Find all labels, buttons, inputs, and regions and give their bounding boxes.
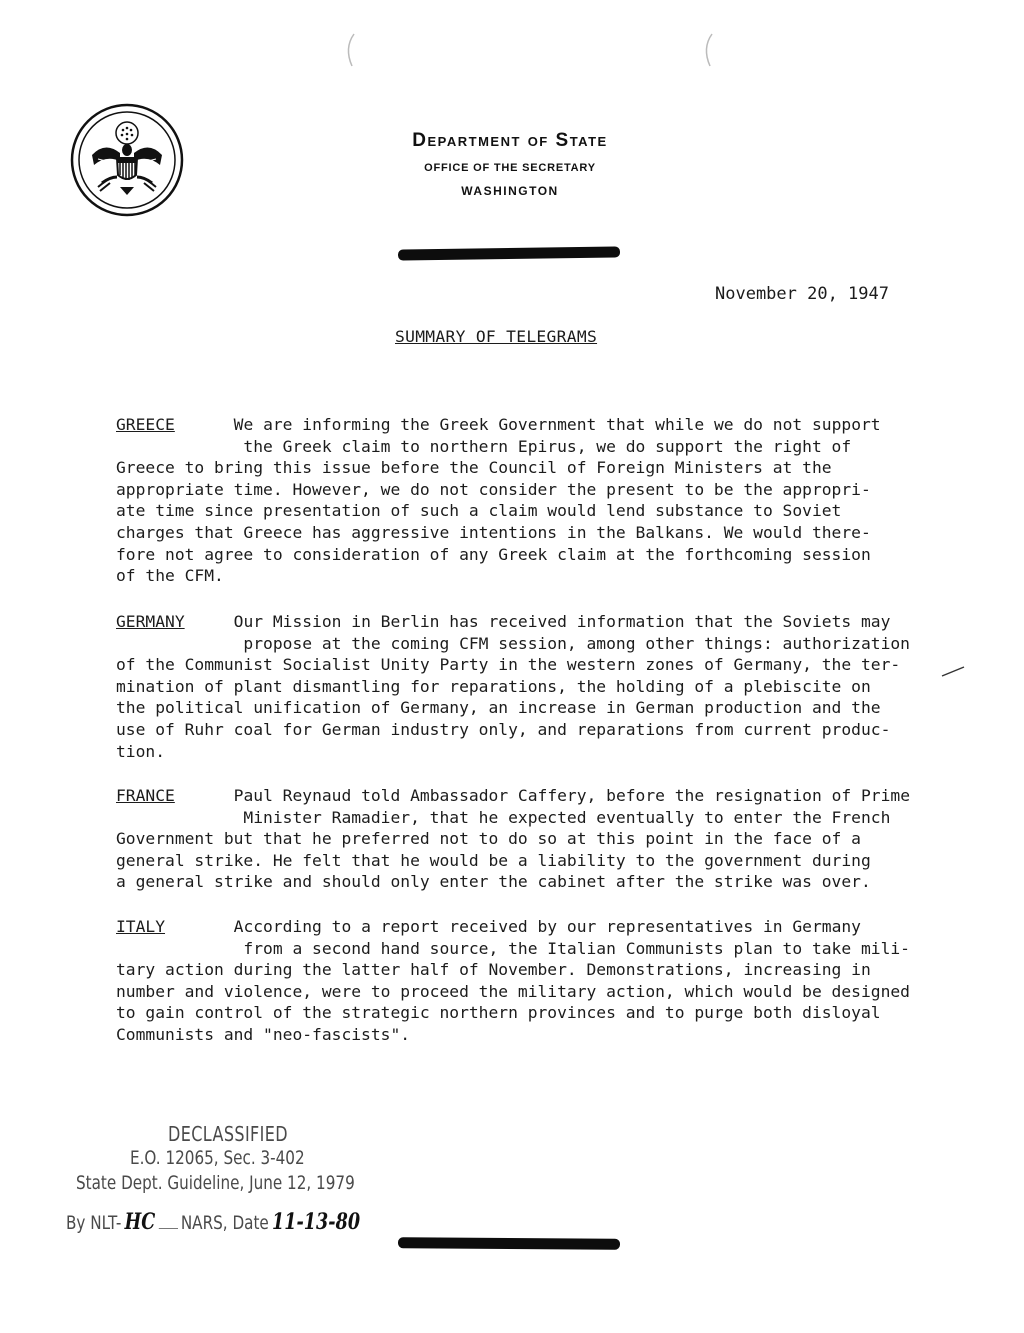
section-line: a general strike and should only enter the cabinet after the strike was over. [116,872,871,892]
document-date: November 20, 1947 [715,284,889,304]
declassified-by-line [66,1209,360,1235]
declassified-heading: DECLASSIFIED [168,1122,289,1146]
section-line: tion. [116,741,166,761]
section-line: number and violence, were to proceed the military action, which would be designed [116,981,910,1001]
section-italy [116,916,996,1046]
classification-redaction-bar [398,1237,620,1250]
section-line: appropriate time. However, we do not consider the present to be the appropri- [116,479,871,499]
by-label: By NLT- [66,1212,122,1234]
nars-date-label: NARS, Date [180,1212,269,1234]
section-line: to gain control of the strategic northern provinces and to purge both disloyal [116,1003,881,1023]
section-line: Greece to bring this issue before the Council of Foreign Ministers at the [116,458,832,478]
section-label: ITALY [116,917,166,936]
signature-line [158,1228,177,1229]
scan-smudge-mark [340,30,360,70]
handwritten-date: 11-13-80 [271,1209,361,1235]
declassified-authority: E.O. 12065, Sec. 3-402 [130,1147,305,1169]
classification-redaction-bar [398,246,620,260]
section-germany [116,611,996,762]
section-line: Communists and "neo-fascists". [116,1024,411,1044]
section-line: the Greek claim to northern Epirus, we do support the right of [116,436,852,456]
document-title: SUMMARY OF TELEGRAMS [395,327,598,346]
section-line: propose at the coming CFM session, among other things: authorization [116,633,910,653]
city-name: WASHINGTON [461,184,559,198]
section-line: of the Communist Socialist Unity Party in the western zones of Germany, the ter- [116,655,901,675]
handwritten-check-mark [940,665,966,677]
section-line: ate time since presentation of such a claim would lend substance to Soviet [116,501,842,521]
section-line: use of Ruhr coal for German industry only, and reparations from current produc- [116,719,891,739]
section-line: fore not agree to consideration of any Greek claim at the forthcoming session [116,544,871,564]
section-first-line [116,785,996,807]
declassified-guideline: State Dept. Guideline, June 12, 1979 [76,1172,355,1194]
section-line: Minister Ramadier, that he expected eventually to enter the French [116,807,891,827]
section-label: GERMANY [116,612,185,631]
handwritten-initials: HC [124,1209,156,1235]
section-line: tary action during the latter half of November. Demonstrations, increasing in [116,960,871,980]
department-name: Department of State [412,130,608,151]
section-line: of the CFM. [116,566,224,586]
section-line: the political unification of Germany, an increase in German production and the [116,698,881,718]
section-first-line-text: According to a report received by our representatives in Germany [233,917,861,936]
section-first-line-text: Our Mission in Berlin has received information that the Soviets may [233,612,891,631]
section-line: charges that Greece has aggressive intentions in the Balkans. We would there- [116,522,871,542]
section-line: mination of plant dismantling for reparations, the holding of a plebiscite on [116,676,871,696]
great-seal-eagle-icon [70,103,184,217]
section-label: FRANCE [116,786,175,805]
section-line: general strike. He felt that he would be a liability to the government during [116,850,871,870]
section-line: from a second hand source, the Italian Communists plan to take mili- [116,938,910,958]
section-greece [116,414,996,587]
section-first-line [116,916,996,938]
section-first-line-text: We are informing the Greek Government that while we do not support [233,415,881,434]
section-france [116,785,996,893]
section-label: GREECE [116,415,175,434]
section-first-line-text: Paul Reynaud told Ambassador Caffery, before the resignation of Prime [233,786,911,805]
scan-smudge-mark [698,30,718,70]
section-first-line [116,611,996,633]
section-line: Government but that he preferred not to do so at this point in the face of a [116,829,861,849]
office-name: OFFICE OF THE SECRETARY [424,162,596,174]
section-first-line [116,414,996,436]
